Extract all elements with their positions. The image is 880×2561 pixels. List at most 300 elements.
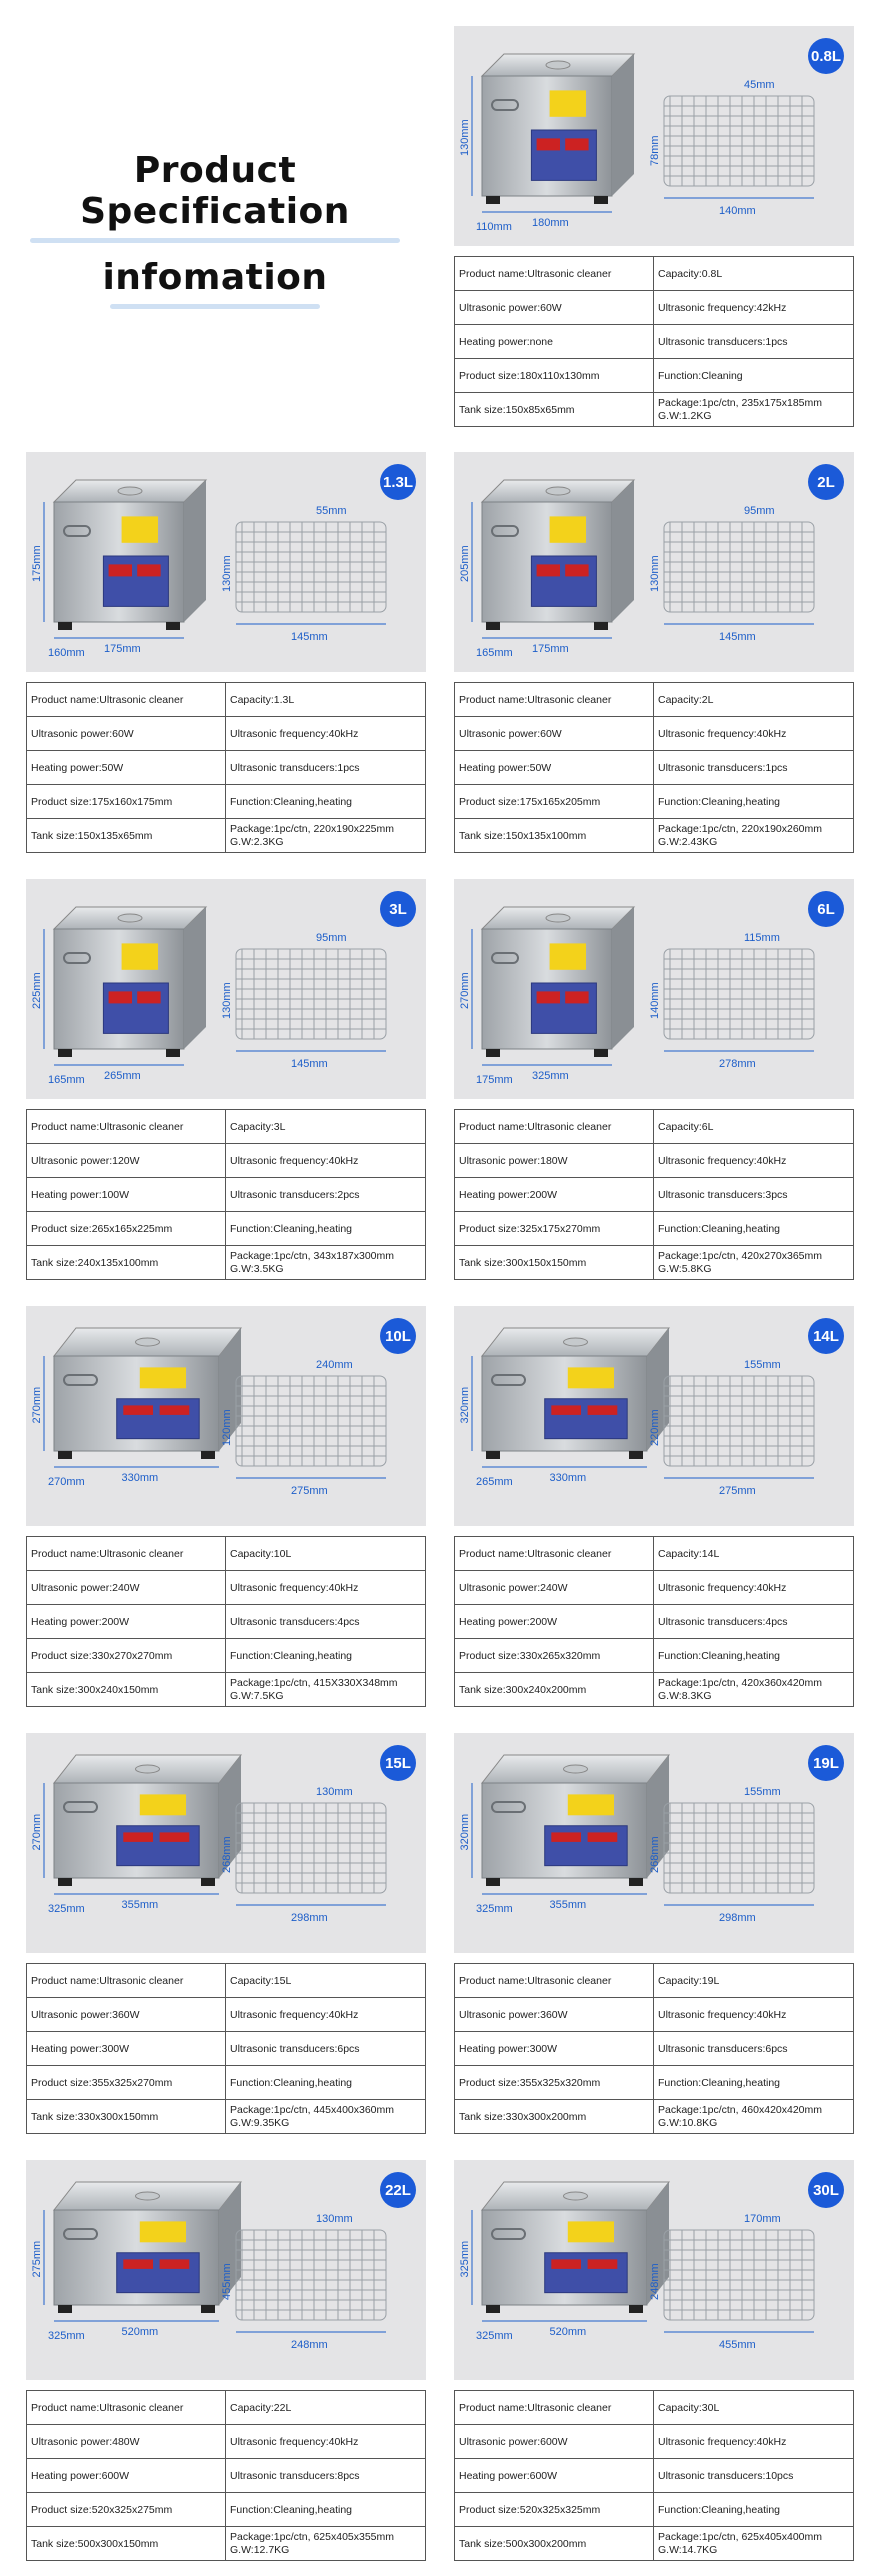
dim-height: 270mm: [31, 1386, 43, 1424]
spec-table: [26, 1536, 426, 1707]
dim-depth: 165mm: [48, 1074, 85, 1086]
spec-cell: Ultrasonic frequency:40kHz: [226, 1571, 426, 1605]
spec-cell: Ultrasonic power:360W: [27, 1998, 226, 2032]
spec-cell: Function:Cleaning,heating: [226, 2493, 426, 2527]
dim-depth: 325mm: [48, 2330, 85, 2342]
spec-cell: Tank size:300x240x200mm: [455, 1673, 654, 1707]
capacity-badge: 10L: [380, 1318, 416, 1354]
spec-cell: Product name:Ultrasonic cleaner: [27, 1537, 226, 1571]
spec-cell: Capacity:14L: [654, 1537, 854, 1571]
spec-cell: Product size:180x110x130mm: [455, 359, 654, 393]
spec-cell: Capacity:2L: [654, 683, 854, 717]
spec-row: [455, 1144, 854, 1178]
spec-cell: Function:Cleaning,heating: [654, 785, 854, 819]
spec-cell: Heating power:50W: [455, 751, 654, 785]
spec-row: [27, 1605, 426, 1639]
dim-basket-width: 278mm: [719, 1058, 756, 1070]
spec-cell: Capacity:19L: [654, 1964, 854, 1998]
spec-cell: Tank size:150x135x65mm: [27, 819, 226, 853]
spec-row: [27, 1673, 426, 1707]
spec-row: [27, 785, 426, 819]
spec-table: [454, 1536, 854, 1707]
spec-card: [454, 1306, 854, 1707]
product-image: [26, 879, 426, 1099]
spec-cell: Heating power:200W: [27, 1605, 226, 1639]
spec-row: [27, 2527, 426, 2561]
spec-cell: Function:Cleaning,heating: [654, 1639, 854, 1673]
product-image: [26, 2160, 426, 2380]
dim-basket-top: 155mm: [744, 1359, 781, 1371]
spec-cell: Ultrasonic transducers:4pcs: [226, 1605, 426, 1639]
dim-depth: 175mm: [476, 1074, 513, 1086]
spec-row: [455, 1964, 854, 1998]
dim-basket-width: 248mm: [291, 2339, 328, 2351]
dim-width: 175mm: [532, 643, 569, 655]
dim-height: 270mm: [459, 972, 471, 1009]
spec-cell: Function:Cleaning,heating: [226, 785, 426, 819]
spec-row: [27, 1537, 426, 1571]
spec-row: [27, 2459, 426, 2493]
spec-cell: Tank size:330x300x200mm: [455, 2100, 654, 2134]
spec-cell: Product size:520x325x275mm: [27, 2493, 226, 2527]
basket-image: [664, 1376, 814, 1466]
spec-cell: Capacity:30L: [654, 2391, 854, 2425]
heading-line-2: infomation: [102, 257, 328, 298]
spec-row: [27, 2425, 426, 2459]
dim-basket-top: 95mm: [316, 932, 347, 944]
spec-row: [27, 1998, 426, 2032]
spec-cell: Ultrasonic transducers:3pcs: [654, 1178, 854, 1212]
spec-row: [455, 1212, 854, 1246]
basket-image: [664, 949, 814, 1039]
cleaner-image: [54, 480, 206, 630]
spec-cell: Ultrasonic power:60W: [455, 717, 654, 751]
spec-cell: Package:1pc/ctn, 343x187x300mm G.W:3.5KG: [226, 1246, 426, 1280]
cleaner-image: [482, 1755, 669, 1886]
spec-row: [27, 2493, 426, 2527]
spec-cell: Tank size:150x85x65mm: [455, 393, 654, 427]
spec-cell: Package:1pc/ctn, 220x190x225mm G.W:2.3KG: [226, 819, 426, 853]
spec-cell: Ultrasonic transducers:2pcs: [226, 1178, 426, 1212]
spec-cell: Tank size:240x135x100mm: [27, 1246, 226, 1280]
dim-basket-top: 115mm: [744, 932, 780, 944]
spec-row: [455, 2066, 854, 2100]
spec-cell: Ultrasonic transducers:4pcs: [654, 1605, 854, 1639]
spec-cell: Function:Cleaning,heating: [226, 1212, 426, 1246]
spec-cell: Package:1pc/ctn, 235x175x185mm G.W:1.2KG: [654, 393, 854, 427]
spec-card: [454, 879, 854, 1280]
spec-cell: Ultrasonic transducers:1pcs: [654, 751, 854, 785]
dim-width: 520mm: [121, 2326, 159, 2338]
spec-cell: Product size:355x325x320mm: [455, 2066, 654, 2100]
spec-cell: Ultrasonic frequency:40kHz: [226, 1144, 426, 1178]
spec-row: [27, 1110, 426, 1144]
dim-basket-top: 240mm: [316, 1359, 353, 1371]
dim-depth: 160mm: [48, 647, 85, 659]
spec-row: [455, 683, 854, 717]
spec-cell: Product name:Ultrasonic cleaner: [455, 1964, 654, 1998]
cleaner-image: [482, 480, 634, 630]
spec-cell: Ultrasonic transducers:10pcs: [654, 2459, 854, 2493]
basket-image: [236, 522, 386, 612]
dim-basket-top: 130mm: [316, 1786, 353, 1798]
spec-row: [27, 683, 426, 717]
cleaner-image: [54, 907, 206, 1057]
dim-height: 175mm: [31, 545, 43, 582]
dim-basket-top: 45mm: [744, 79, 775, 91]
spec-table: [26, 1963, 426, 2134]
spec-cell: Function:Cleaning,heating: [654, 2066, 854, 2100]
spec-cell: Package:1pc/ctn, 445x400x360mm G.W:9.35KG: [226, 2100, 426, 2134]
product-image: [454, 452, 854, 672]
spec-row: [455, 2100, 854, 2134]
spec-row: [455, 2391, 854, 2425]
spec-card: [26, 452, 426, 853]
heading-underline-2: [110, 304, 320, 309]
spec-card: [454, 26, 854, 427]
spec-row: [27, 1212, 426, 1246]
dim-depth: 265mm: [476, 1476, 513, 1488]
dim-height: 320mm: [459, 1386, 471, 1424]
spec-cell: Capacity:15L: [226, 1964, 426, 1998]
dim-basket-height: 130mm: [649, 555, 661, 592]
spec-cell: Tank size:150x135x100mm: [455, 819, 654, 853]
dim-depth: 325mm: [48, 1903, 85, 1915]
dim-basket-height: 248mm: [649, 2263, 661, 2300]
spec-cell: Product size:330x265x320mm: [455, 1639, 654, 1673]
spec-card: [26, 2160, 426, 2561]
spec-row: [455, 291, 854, 325]
dim-width: 265mm: [104, 1070, 141, 1082]
spec-cell: Product size:175x160x175mm: [27, 785, 226, 819]
spec-cell: Tank size:330x300x150mm: [27, 2100, 226, 2134]
spec-table: [26, 682, 426, 853]
spec-cell: Function:Cleaning,heating: [226, 1639, 426, 1673]
spec-cell: Ultrasonic frequency:40kHz: [226, 717, 426, 751]
spec-cell: Heating power:600W: [27, 2459, 226, 2493]
cleaner-image: [54, 1328, 241, 1459]
heading-line-1: Product Specification: [80, 150, 350, 232]
spec-cell: Product name:Ultrasonic cleaner: [27, 683, 226, 717]
spec-row: [27, 1571, 426, 1605]
spec-card: [26, 1733, 426, 2134]
spec-cell: Ultrasonic frequency:40kHz: [654, 1571, 854, 1605]
dim-width: 355mm: [549, 1899, 587, 1911]
spec-row: [27, 819, 426, 853]
spec-cell: Product size:355x325x270mm: [27, 2066, 226, 2100]
spec-row: [27, 717, 426, 751]
dim-basket-height: 220mm: [649, 1409, 661, 1446]
spec-row: [455, 2459, 854, 2493]
spec-cell: Heating power:600W: [455, 2459, 654, 2493]
spec-row: [455, 1605, 854, 1639]
spec-cell: Package:1pc/ctn, 625x405x400mm G.W:14.7KG: [654, 2527, 854, 2561]
spec-cell: Capacity:10L: [226, 1537, 426, 1571]
cleaner-image: [482, 2182, 669, 2313]
cleaner-image: [482, 1328, 669, 1459]
spec-cell: Tank size:300x240x150mm: [27, 1673, 226, 1707]
spec-table: [454, 1963, 854, 2134]
spec-cell: Ultrasonic power:180W: [455, 1144, 654, 1178]
spec-cell: Ultrasonic transducers:1pcs: [654, 325, 854, 359]
spec-row: [27, 1178, 426, 1212]
spec-card: [26, 1306, 426, 1707]
spec-cell: Product size:175x165x205mm: [455, 785, 654, 819]
dim-width: 520mm: [549, 2326, 587, 2338]
spec-cell: Product size:330x270x270mm: [27, 1639, 226, 1673]
spec-cell: Ultrasonic power:240W: [27, 1571, 226, 1605]
dim-basket-height: 455mm: [221, 2263, 233, 2300]
spec-cell: Function:Cleaning,heating: [654, 1212, 854, 1246]
dim-basket-width: 298mm: [291, 1912, 328, 1924]
dim-basket-width: 140mm: [719, 205, 756, 217]
dim-width: 325mm: [532, 1070, 569, 1082]
dim-basket-height: 140mm: [649, 982, 661, 1019]
dim-basket-top: 55mm: [316, 505, 347, 517]
dim-depth: 325mm: [476, 1903, 513, 1915]
basket-image: [664, 96, 814, 186]
spec-row: [455, 325, 854, 359]
spec-cell: Package:1pc/ctn, 420x270x365mm G.W:5.8KG: [654, 1246, 854, 1280]
spec-row: [455, 1639, 854, 1673]
dim-height: 275mm: [31, 2240, 43, 2278]
spec-row: [455, 717, 854, 751]
capacity-badge: 1.3L: [380, 464, 416, 500]
spec-row: [27, 1246, 426, 1280]
spec-row: [27, 2100, 426, 2134]
dim-basket-height: 120mm: [221, 1409, 233, 1446]
capacity-badge: 0.8L: [808, 38, 844, 74]
spec-row: [27, 2066, 426, 2100]
basket-image: [236, 2230, 386, 2320]
spec-row: [27, 1639, 426, 1673]
spec-table: [454, 2390, 854, 2561]
spec-row: [455, 1673, 854, 1707]
dim-basket-width: 145mm: [291, 631, 328, 643]
spec-card: [26, 879, 426, 1280]
dim-width: 330mm: [549, 1472, 587, 1484]
spec-row: [455, 1246, 854, 1280]
spec-cell: Function:Cleaning,heating: [654, 2493, 854, 2527]
dim-basket-width: 275mm: [291, 1485, 328, 1497]
capacity-badge: 14L: [808, 1318, 844, 1354]
dim-width: 180mm: [532, 217, 569, 229]
spec-table: [26, 2390, 426, 2561]
dim-basket-width: 145mm: [291, 1058, 328, 1070]
dim-depth: 270mm: [48, 1476, 85, 1488]
dim-basket-top: 170mm: [744, 2213, 781, 2225]
basket-image: [236, 1803, 386, 1893]
dim-depth: 110mm: [476, 221, 512, 233]
spec-row: [27, 2032, 426, 2066]
spec-cell: Heating power:300W: [455, 2032, 654, 2066]
dim-depth: 165mm: [476, 647, 513, 659]
spec-row: [455, 751, 854, 785]
capacity-badge: 3L: [380, 891, 416, 927]
cleaner-image: [482, 907, 634, 1057]
heading-underline-1: [30, 238, 400, 243]
spec-card: [454, 2160, 854, 2561]
dim-height: 325mm: [459, 2240, 471, 2278]
basket-image: [664, 522, 814, 612]
spec-cell: Ultrasonic frequency:40kHz: [654, 1144, 854, 1178]
spec-card: [454, 1733, 854, 2134]
product-image: [454, 26, 854, 246]
spec-row: [27, 1964, 426, 1998]
dim-basket-height: 268mm: [221, 1836, 233, 1873]
dim-basket-width: 298mm: [719, 1912, 756, 1924]
spec-row: [455, 819, 854, 853]
spec-cell: Heating power:50W: [27, 751, 226, 785]
spec-cell: Product name:Ultrasonic cleaner: [455, 257, 654, 291]
spec-cell: Ultrasonic frequency:40kHz: [226, 2425, 426, 2459]
spec-table: [454, 682, 854, 853]
spec-cell: Function:Cleaning: [654, 359, 854, 393]
spec-row: [455, 2425, 854, 2459]
dim-basket-top: 95mm: [744, 505, 775, 517]
cleaner-image: [54, 1755, 241, 1886]
dim-basket-width: 275mm: [719, 1485, 756, 1497]
spec-cell: Ultrasonic power:480W: [27, 2425, 226, 2459]
spec-cell: Ultrasonic frequency:42kHz: [654, 291, 854, 325]
spec-cell: Tank size:500x300x200mm: [455, 2527, 654, 2561]
dim-basket-height: 268mm: [649, 1836, 661, 1873]
cleaner-image: [54, 2182, 241, 2313]
dim-basket-top: 155mm: [744, 1786, 781, 1798]
spec-heading: [0, 140, 430, 309]
spec-cell: Heating power:200W: [455, 1178, 654, 1212]
spec-cell: Product size:520x325x325mm: [455, 2493, 654, 2527]
dim-basket-top: 130mm: [316, 2213, 353, 2225]
spec-cell: Product name:Ultrasonic cleaner: [455, 1537, 654, 1571]
spec-cell: Ultrasonic power:60W: [455, 291, 654, 325]
spec-cell: Capacity:0.8L: [654, 257, 854, 291]
spec-cell: Tank size:300x150x150mm: [455, 1246, 654, 1280]
dim-width: 175mm: [104, 643, 141, 655]
spec-cell: Product size:325x175x270mm: [455, 1212, 654, 1246]
capacity-badge: 2L: [808, 464, 844, 500]
dim-height: 270mm: [31, 1813, 43, 1851]
spec-cell: Ultrasonic power:60W: [27, 717, 226, 751]
spec-row: [455, 359, 854, 393]
spec-cell: Product size:265x165x225mm: [27, 1212, 226, 1246]
spec-cell: Product name:Ultrasonic cleaner: [27, 1964, 226, 1998]
dim-width: 330mm: [121, 1472, 159, 1484]
spec-cell: Ultrasonic power:600W: [455, 2425, 654, 2459]
dim-basket-width: 145mm: [719, 631, 756, 643]
product-image: [26, 1306, 426, 1526]
dim-basket-height: 78mm: [649, 135, 661, 166]
dim-height: 320mm: [459, 1813, 471, 1851]
capacity-badge: 19L: [808, 1745, 844, 1781]
spec-cell: Tank size:500x300x150mm: [27, 2527, 226, 2561]
spec-row: [455, 393, 854, 427]
spec-row: [27, 2391, 426, 2425]
product-image: [26, 1733, 426, 1953]
spec-cell: Package:1pc/ctn, 220x190x260mm G.W:2.43KG: [654, 819, 854, 853]
spec-cell: Heating power:200W: [455, 1605, 654, 1639]
spec-row: [455, 1537, 854, 1571]
spec-row: [455, 785, 854, 819]
spec-row: [455, 2493, 854, 2527]
spec-cell: Function:Cleaning,heating: [226, 2066, 426, 2100]
spec-row: [455, 1110, 854, 1144]
spec-row: [27, 1144, 426, 1178]
spec-cell: Package:1pc/ctn, 460x420x420mm G.W:10.8KG: [654, 2100, 854, 2134]
spec-cell: Ultrasonic power:360W: [455, 1998, 654, 2032]
spec-row: [455, 1998, 854, 2032]
spec-cell: Ultrasonic frequency:40kHz: [654, 717, 854, 751]
dim-height: 205mm: [459, 545, 471, 582]
spec-cell: Product name:Ultrasonic cleaner: [455, 1110, 654, 1144]
spec-cell: Capacity:6L: [654, 1110, 854, 1144]
spec-row: [455, 257, 854, 291]
dim-basket-height: 130mm: [221, 555, 233, 592]
basket-image: [236, 949, 386, 1039]
spec-row: [27, 751, 426, 785]
spec-cell: Heating power:300W: [27, 2032, 226, 2066]
spec-cell: Product name:Ultrasonic cleaner: [27, 1110, 226, 1144]
spec-card: [454, 452, 854, 853]
spec-cell: Heating power:none: [455, 325, 654, 359]
spec-cell: Package:1pc/ctn, 415X330X348mm G.W:7.5KG: [226, 1673, 426, 1707]
spec-cell: Ultrasonic frequency:40kHz: [226, 1998, 426, 2032]
spec-cell: Ultrasonic frequency:40kHz: [654, 2425, 854, 2459]
spec-cell: Capacity:22L: [226, 2391, 426, 2425]
spec-cell: Product name:Ultrasonic cleaner: [455, 683, 654, 717]
spec-cell: Capacity:1.3L: [226, 683, 426, 717]
product-image: [454, 879, 854, 1099]
capacity-badge: 22L: [380, 2172, 416, 2208]
spec-row: [455, 1178, 854, 1212]
basket-image: [236, 1376, 386, 1466]
spec-cell: Ultrasonic transducers:1pcs: [226, 751, 426, 785]
capacity-badge: 30L: [808, 2172, 844, 2208]
spec-table: [26, 1109, 426, 1280]
spec-table: [454, 256, 854, 427]
spec-cell: Ultrasonic transducers:8pcs: [226, 2459, 426, 2493]
basket-image: [664, 2230, 814, 2320]
dim-depth: 325mm: [476, 2330, 513, 2342]
spec-cell: Ultrasonic power:120W: [27, 1144, 226, 1178]
capacity-badge: 15L: [380, 1745, 416, 1781]
basket-image: [664, 1803, 814, 1893]
dim-height: 130mm: [459, 119, 471, 156]
spec-row: [455, 2527, 854, 2561]
spec-cell: Heating power:100W: [27, 1178, 226, 1212]
spec-cell: Product name:Ultrasonic cleaner: [27, 2391, 226, 2425]
spec-cell: Ultrasonic transducers:6pcs: [226, 2032, 426, 2066]
spec-cell: Ultrasonic power:240W: [455, 1571, 654, 1605]
spec-cell: Ultrasonic transducers:6pcs: [654, 2032, 854, 2066]
spec-cell: Capacity:3L: [226, 1110, 426, 1144]
spec-cell: Ultrasonic frequency:40kHz: [654, 1998, 854, 2032]
capacity-badge: 6L: [808, 891, 844, 927]
spec-cell: Product name:Ultrasonic cleaner: [455, 2391, 654, 2425]
dim-basket-height: 130mm: [221, 982, 233, 1019]
spec-row: [455, 2032, 854, 2066]
spec-table: [454, 1109, 854, 1280]
product-image: [454, 1306, 854, 1526]
product-image: [26, 452, 426, 672]
cleaner-image: [482, 54, 634, 204]
spec-row: [455, 1571, 854, 1605]
dim-height: 225mm: [31, 972, 43, 1009]
product-image: [454, 2160, 854, 2380]
product-image: [454, 1733, 854, 1953]
dim-basket-width: 455mm: [719, 2339, 756, 2351]
dim-width: 355mm: [121, 1899, 159, 1911]
